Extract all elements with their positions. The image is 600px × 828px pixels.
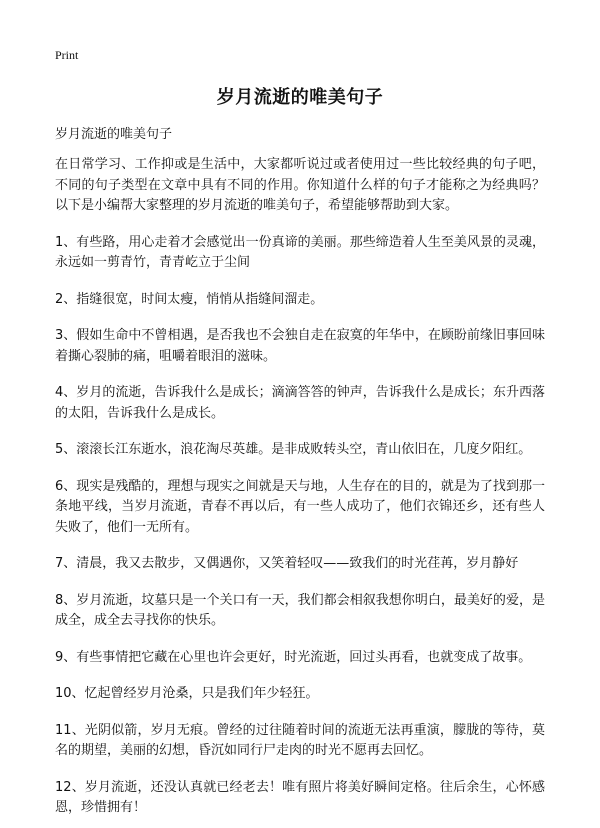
page-title: 岁月流逝的唯美句子 (216, 87, 384, 108)
intro-paragraph: 在日常学习、工作抑或是生活中，大家都听说过或者使用过一些比较经典的句子吧，不同的句子类型在文章中具有不同的作用。你知道什么样的句子才能称之为经典吗？以下是小编帮大家整理的岁月流逝的唯美句子，希望能够帮助到大家。 (55, 157, 545, 213)
list-item: 8、岁月流逝，坟墓只是一个关口有一天，我们都会相叙我想你明白，最美好的爱，是成全，成全去寻找你的快乐。 (55, 592, 545, 628)
list-item: 12、岁月流逝，还没认真就已经老去！唯有照片将美好瞬间定格。往后余生，心怀感恩，珍惜拥有！ (55, 779, 545, 815)
list-item: 6、现实是残酷的，理想与现实之间就是天与地，人生存在的目的，就是为了找到那一条地平线，当岁月流逝，青春不再以后，有一些人成功了，他们衣锦还乡，还有些人失败了，他们一无所有。 (55, 478, 545, 535)
list-item: 11、光阴似箭，岁月无痕。曾经的过往随着时间的流逝无法再重演，朦胧的等待，莫名的期望，美丽的幻想，昏沉如同行尸走肉的时光不愿再去回忆。 (55, 722, 545, 758)
list-item: 2、指缝很宽，时间太瘦，悄悄从指缝间溜走。 (55, 291, 324, 307)
list-item: 7、清晨，我又去散步，又偶遇你，又笑着轻叹——致我们的时光荏苒，岁月静好 (55, 556, 519, 571)
list-item: 9、有些事情把它藏在心里也许会更好，时光流逝，回过头再看，也就变成了故事。 (55, 649, 532, 665)
list-item: 4、岁月的流逝，告诉我什么是成长；滴滴答答的钟声，告诉我什么是成长；东升西落的太阳，告诉我什么是成长。 (55, 385, 545, 421)
list-item: 3、假如生命中不曾相遇，是否我也不会独自走在寂寞的年华中，在顾盼前缘旧事回味着撕心裂肺的痛，咀嚼着眼泪的滋味。 (55, 328, 545, 364)
article-subtitle: 岁月流逝的唯美句子 (55, 127, 173, 142)
list-item: 10、忆起曾经岁月沧桑，只是我们年少轻狂。 (55, 686, 319, 701)
list-item: 5、滚滚长江东逝水，浪花淘尽英雄。是非成败转头空，青山依旧在，几度夕阳红。 (55, 442, 532, 457)
print-link[interactable]: Print (55, 48, 79, 62)
list-item: 1、有些路，用心走着才会感觉出一份真谛的美丽。那些缔造着人生至美风景的灵魂，永远如一剪青竹，青青屹立于尘间 (55, 234, 545, 270)
